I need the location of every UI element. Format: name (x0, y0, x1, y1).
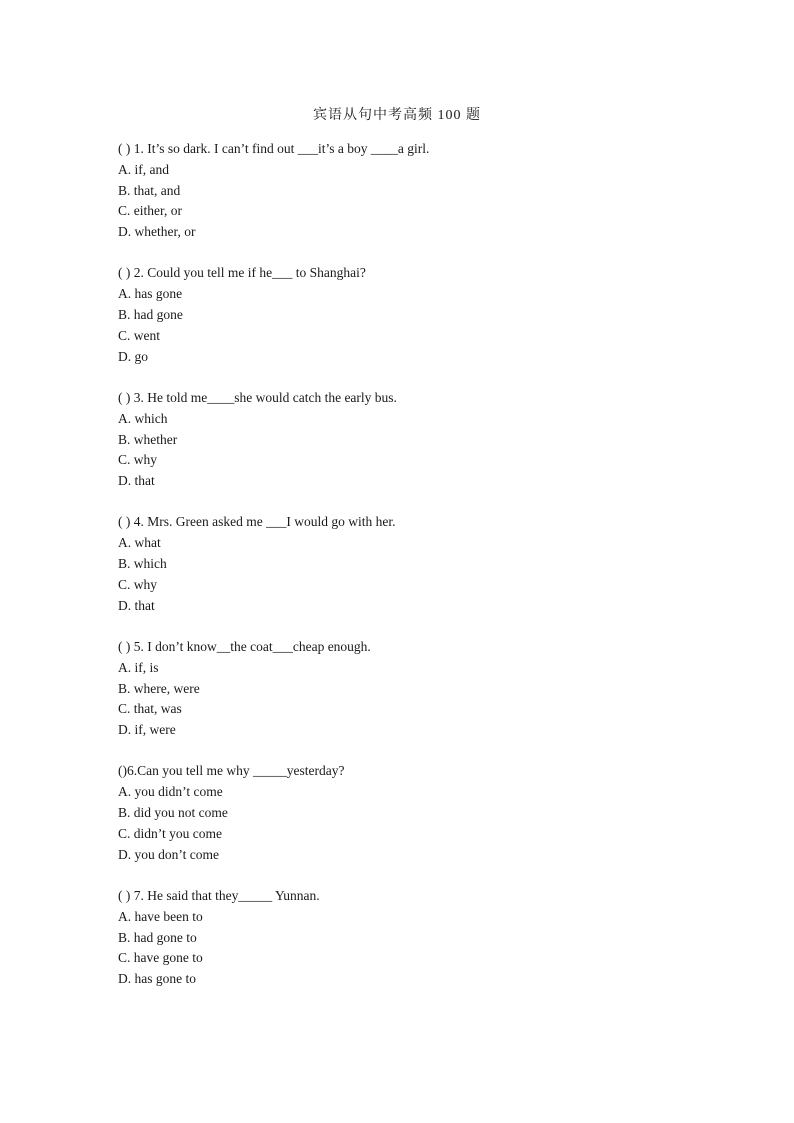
option-a: A. which (118, 410, 168, 426)
question-5 (118, 637, 718, 741)
question-6 (118, 761, 718, 865)
option-d: D. you don’t come (118, 846, 219, 862)
option-b: B. had gone (118, 307, 183, 323)
option-d: D. that (118, 597, 155, 613)
option-c: C. have gone to (118, 950, 203, 966)
option-a: A. if, and (118, 161, 169, 177)
option-b: B. had gone to (118, 929, 197, 945)
option-c: C. why (118, 576, 158, 592)
option-d: D. that (118, 473, 155, 489)
question-stem: ( ) 2. Could you tell me if he___ to Shanghai? (118, 265, 366, 281)
question-stem: ( ) 3. He told me____she would catch the early bus. (118, 389, 397, 405)
option-b: B. which (118, 556, 167, 572)
option-d: D. go (118, 348, 148, 364)
option-a: A. you didn’t come (118, 784, 223, 800)
option-d: D. has gone to (118, 971, 196, 987)
question-stem: ( ) 5. I don’t know__the coat___cheap enough. (118, 638, 371, 654)
page-title: 宾语从句中考高频 100 题 (313, 108, 481, 123)
option-a: A. has gone (118, 286, 183, 302)
question-7 (118, 886, 718, 990)
option-b: B. whether (118, 431, 178, 447)
option-c: C. either, or (118, 203, 182, 219)
option-d: D. whether, or (118, 224, 196, 240)
question-stem: ()6.Can you tell me why _____yesterday? (118, 763, 345, 779)
option-c: C. why (118, 452, 158, 468)
question-stem: ( ) 1. It’s so dark. I can’t find out ___it’s a boy ____a girl. (118, 141, 430, 156)
question-stem: ( ) 4. Mrs. Green asked me ___I would go with her. (118, 514, 396, 530)
option-c: C. went (118, 327, 160, 343)
question-1 (118, 139, 718, 243)
option-c: C. that, was (118, 701, 182, 717)
question-3 (118, 388, 718, 492)
option-a: A. if, is (118, 659, 159, 675)
option-a: A. what (118, 535, 161, 551)
question-stem: ( ) 7. He said that they_____ Yunnan. (118, 887, 320, 903)
option-b: B. that, and (118, 182, 181, 198)
question-4 (118, 512, 718, 616)
option-d: D. if, were (118, 722, 176, 738)
option-b: B. where, were (118, 680, 200, 696)
question-list (118, 139, 718, 1010)
option-c: C. didn’t you come (118, 825, 222, 841)
question-2 (118, 263, 718, 367)
option-a: A. have been to (118, 908, 203, 924)
option-b: B. did you not come (118, 805, 228, 821)
